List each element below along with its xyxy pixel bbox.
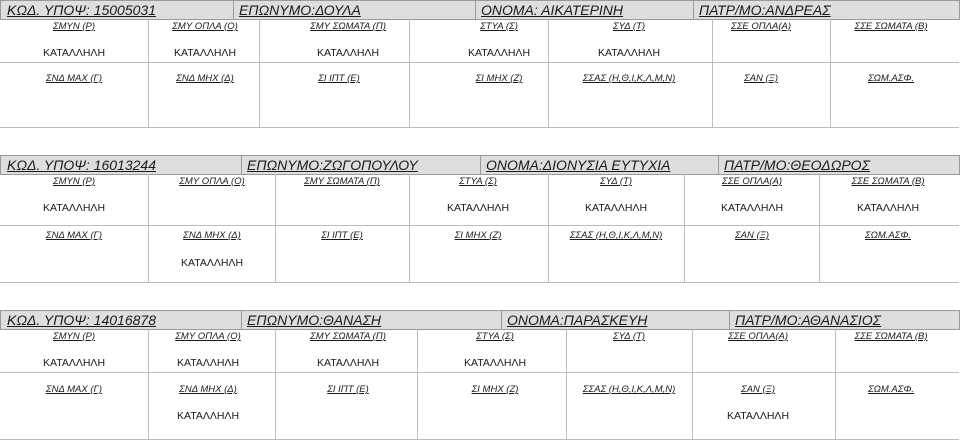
field-label: ΣΣΕ ΣΩΜΑΤΑ (Β): [851, 176, 925, 187]
field-label: ΣΜΥΝ (Ρ): [52, 21, 96, 32]
father-name: ΠΑΤΡ/ΜΟ:ΘΕΟΔΩΡΟΣ: [724, 157, 870, 173]
field-label: ΣΣΕ ΣΩΜΑΤΑ (Β): [854, 331, 928, 342]
field-value: ΚΑΤΑΛΛΗΛΗ: [467, 47, 531, 59]
record-header: [0, 155, 960, 175]
surname: ΕΠΩΝΥΜΟ:ΖΩΓΟΠΟΥΛΟΥ: [247, 157, 418, 173]
field-label: ΣΣΕ ΟΠΛΑ(Α): [728, 331, 788, 342]
first-name: ΟΝΟΜΑ: ΑΙΚΑΤΕΡΙΝΗ: [481, 2, 624, 18]
field-value: ΚΑΤΑΛΛΗΛΗ: [180, 257, 244, 269]
field-label: ΣΙ ΜΗΧ (Ζ): [471, 384, 519, 395]
field-label: ΣΣΕ ΣΩΜΑΤΑ (Β): [854, 21, 928, 32]
field-label: ΣΜΥ ΟΠΛΑ (Ο): [179, 176, 245, 187]
field-label: ΣΤΥΑ (Σ): [459, 176, 497, 187]
field-label: ΣΤΥΑ (Σ): [480, 21, 518, 32]
field-label: ΣΙ ΙΠΤ (Ε): [327, 384, 369, 395]
field-label: ΣΜΥ ΣΩΜΑΤΑ (Π): [304, 176, 380, 187]
field-value: ΚΑΤΑΛΛΗΛΗ: [720, 202, 784, 214]
field-label: ΣΜΥΝ (Ρ): [52, 331, 96, 342]
surname: ΕΠΩΝΥΜΟ:ΔΟΥΛΑ: [239, 2, 361, 18]
father-name: ΠΑΤΡ/ΜΟ:ΑΝΔΡΕΑΣ: [699, 2, 831, 18]
field-value: ΚΑΤΑΛΛΗΛΗ: [463, 357, 527, 369]
field-value: ΚΑΤΑΛΛΗΛΗ: [42, 202, 106, 214]
candidate-code: ΚΩΔ. ΥΠΟΨ: 14016878: [7, 312, 156, 328]
field-value: ΚΑΤΑΛΛΗΛΗ: [584, 202, 648, 214]
field-label: ΣΑΝ (Ξ): [740, 384, 776, 395]
candidate-record-1: [0, 0, 960, 128]
field-label: ΣΥΔ (Τ): [599, 176, 633, 187]
record-header: [0, 0, 960, 20]
field-label: ΣΙ ΙΠΤ (Ε): [318, 73, 360, 84]
field-label: ΣΣΕ ΟΠΛΑ(Α): [731, 21, 791, 32]
field-value: ΚΑΤΑΛΛΗΛΗ: [316, 357, 380, 369]
field-label: ΣΜΥ ΟΠΛΑ (Ο): [175, 331, 241, 342]
first-name: ΟΝΟΜΑ:ΔΙΟΝΥΣΙΑ ΕΥΤΥΧΙΑ: [486, 157, 671, 173]
field-label: ΣΩΜ.ΑΣΦ.: [864, 230, 912, 241]
field-label: ΣΜΥ ΣΩΜΑΤΑ (Π): [310, 21, 386, 32]
field-label: ΣΑΝ (Ξ): [743, 73, 779, 84]
field-label: ΣΩΜ.ΑΣΦ.: [867, 384, 915, 395]
field-label: ΣΝΔ ΜΗΧ (Δ): [176, 73, 234, 84]
field-label: ΣΝΔ ΜΑΧ (Γ): [45, 384, 103, 395]
field-value: ΚΑΤΑΛΛΗΛΗ: [856, 202, 920, 214]
first-name: ΟΝΟΜΑ:ΠΑΡΑΣΚΕΥΗ: [507, 312, 648, 328]
field-value: ΚΑΤΑΛΛΗΛΗ: [173, 47, 237, 59]
field-value: ΚΑΤΑΛΛΗΛΗ: [316, 47, 380, 59]
father-name: ΠΑΤΡ/ΜΟ:ΑΘΑΝΑΣΙΟΣ: [735, 312, 882, 328]
field-value: ΚΑΤΑΛΛΗΛΗ: [42, 357, 106, 369]
field-label: ΣΣΑΣ (Η,Θ,Ι,Κ,Λ,Μ,Ν): [569, 230, 663, 241]
record-header: [0, 310, 960, 330]
field-label: ΣΝΔ ΜΗΧ (Δ): [179, 384, 237, 395]
field-value: ΚΑΤΑΛΛΗΛΗ: [726, 410, 790, 422]
field-label: ΣΑΝ (Ξ): [734, 230, 770, 241]
surname: ΕΠΩΝΥΜΟ:ΘΑΝΑΣΗ: [247, 312, 382, 328]
field-value: ΚΑΤΑΛΛΗΛΗ: [42, 47, 106, 59]
field-label: ΣΝΔ ΜΗΧ (Δ): [183, 230, 241, 241]
field-label: ΣΜΥΝ (Ρ): [52, 176, 96, 187]
field-label: ΣΙ ΜΗΧ (Ζ): [454, 230, 502, 241]
candidate-code: ΚΩΔ. ΥΠΟΨ: 16013244: [7, 157, 156, 173]
field-label: ΣΝΔ ΜΑΧ (Γ): [45, 73, 103, 84]
field-label: ΣΝΔ ΜΑΧ (Γ): [45, 230, 103, 241]
field-label: ΣΤΥΑ (Σ): [476, 331, 514, 342]
candidate-record-3: [0, 310, 960, 440]
field-label: ΣΙ ΜΗΧ (Ζ): [475, 73, 523, 84]
field-label: ΣΥΔ (Τ): [612, 21, 646, 32]
field-label: ΣΜΥ ΟΠΛΑ (Ο): [172, 21, 238, 32]
field-value: ΚΑΤΑΛΛΗΛΗ: [446, 202, 510, 214]
field-label: ΣΙ ΙΠΤ (Ε): [321, 230, 363, 241]
field-label: ΣΜΥ ΣΩΜΑΤΑ (Π): [310, 331, 386, 342]
field-label: ΣΣΑΣ (Η,Θ,Ι,Κ,Λ,Μ,Ν): [582, 73, 676, 84]
field-value: ΚΑΤΑΛΛΗΛΗ: [176, 357, 240, 369]
field-label: ΣΩΜ.ΑΣΦ.: [867, 73, 915, 84]
field-label: ΣΥΔ (Τ): [612, 331, 646, 342]
candidate-code: ΚΩΔ. ΥΠΟΨ: 15005031: [7, 2, 156, 18]
field-label: ΣΣΑΣ (Η,Θ,Ι,Κ,Λ,Μ,Ν): [582, 384, 676, 395]
candidate-record-2: [0, 155, 960, 283]
field-value: ΚΑΤΑΛΛΗΛΗ: [597, 47, 661, 59]
field-label: ΣΣΕ ΟΠΛΑ(Α): [722, 176, 782, 187]
field-value: ΚΑΤΑΛΛΗΛΗ: [176, 410, 240, 422]
